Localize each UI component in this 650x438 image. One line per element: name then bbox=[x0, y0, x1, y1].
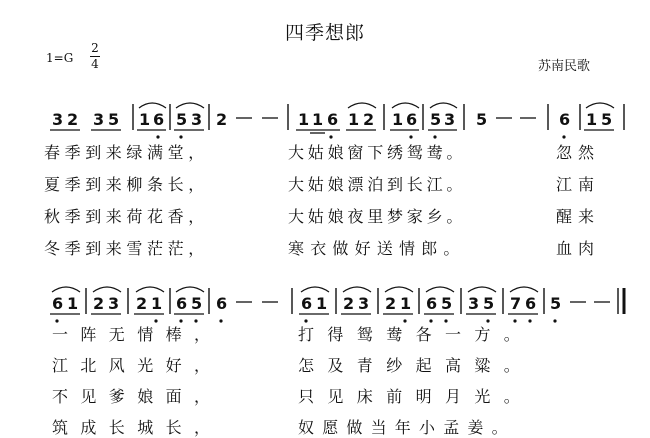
song-title: 四季想郎 bbox=[284, 22, 365, 44]
lyric-s2-v2-b: 怎及青纱起高粱。 bbox=[298, 356, 534, 375]
note: 5 bbox=[430, 110, 442, 129]
lyric-s1-v2-a: 夏季到来柳条长， bbox=[44, 175, 209, 194]
lyric-s1-v2-c: 江南 bbox=[556, 175, 601, 194]
note: 1 bbox=[312, 110, 324, 129]
system-2-slurs bbox=[52, 287, 538, 292]
system-1-notes bbox=[52, 110, 612, 129]
note: 2 bbox=[216, 110, 228, 129]
note: 6 bbox=[559, 110, 571, 129]
note: 5 bbox=[108, 110, 120, 129]
note: 5 bbox=[441, 294, 453, 313]
note: 1 bbox=[586, 110, 598, 129]
key-signature: 1=G bbox=[46, 51, 74, 65]
note: 2 bbox=[385, 294, 397, 313]
system-1-slurs bbox=[139, 103, 614, 108]
note: 1 bbox=[392, 110, 404, 129]
system-1-barlines bbox=[133, 104, 624, 130]
note: 5 bbox=[191, 294, 203, 313]
note: 2 bbox=[363, 110, 375, 129]
note: 2 bbox=[136, 294, 148, 313]
lyric-s2-v1-b: 打得鸳鸯各一方。 bbox=[298, 325, 534, 344]
note: 6 bbox=[301, 294, 313, 313]
meter-bottom: 4 bbox=[91, 57, 99, 71]
meter-top: 2 bbox=[91, 41, 99, 55]
note: 5 bbox=[550, 294, 562, 313]
note: 6 bbox=[426, 294, 438, 313]
note: 7 bbox=[510, 294, 522, 313]
lyric-s2-v2-a: 江北风光好， bbox=[52, 356, 223, 375]
note: 6 bbox=[327, 110, 339, 129]
note: 5 bbox=[176, 110, 188, 129]
lyric-s1-v3-b: 大姑娘夜里梦家乡。 bbox=[288, 207, 467, 226]
note: 3 bbox=[444, 110, 456, 129]
note: 1 bbox=[151, 294, 163, 313]
note: 6 bbox=[153, 110, 165, 129]
note: 3 bbox=[52, 110, 64, 129]
note: 1 bbox=[316, 294, 328, 313]
note: 1 bbox=[67, 294, 79, 313]
lyric-s1-v4-a: 冬季到来雪茫茫， bbox=[44, 239, 209, 258]
note: 3 bbox=[468, 294, 480, 313]
lyric-s2-v4-a: 筑成长城长， bbox=[52, 418, 223, 437]
note: 2 bbox=[93, 294, 105, 313]
system-2-barlines bbox=[86, 288, 624, 314]
lyric-s1-v2-b: 大姑娘漂泊到长江。 bbox=[288, 175, 467, 194]
note: 6 bbox=[52, 294, 64, 313]
system-1-octave-dots bbox=[156, 135, 565, 138]
note: 1 bbox=[400, 294, 412, 313]
note: 5 bbox=[601, 110, 613, 129]
note: 6 bbox=[176, 294, 188, 313]
lyric-s1-v1-a: 春季到来绿满堂， bbox=[44, 143, 209, 162]
note: 3 bbox=[108, 294, 120, 313]
note: 6 bbox=[216, 294, 228, 313]
lyric-s1-v1-b: 大姑娘窗下绣鸳鸯。 bbox=[288, 143, 467, 162]
system-1-beams bbox=[50, 130, 614, 133]
lyric-s1-v3-a: 秋季到来荷花香， bbox=[44, 207, 209, 226]
note: 1 bbox=[298, 110, 310, 129]
lyric-s2-v4-b: 奴愿做当年小孟姜。 bbox=[298, 418, 516, 437]
lyric-s1-v1-c: 忽然 bbox=[556, 143, 601, 162]
note: 5 bbox=[483, 294, 495, 313]
note: 2 bbox=[343, 294, 355, 313]
lyric-s2-v1-a: 一阵无情棒， bbox=[52, 325, 223, 344]
lyric-s2-v3-a: 不见爹娘面， bbox=[52, 387, 223, 406]
lyric-s1-v4-b: 寒衣做好送情郎。 bbox=[288, 239, 466, 258]
lyric-s1-v4-c: 血肉 bbox=[556, 239, 601, 258]
lyric-s1-v3-c: 醒来 bbox=[556, 207, 601, 226]
note: 5 bbox=[476, 110, 488, 129]
note: 6 bbox=[406, 110, 418, 129]
note: 1 bbox=[139, 110, 151, 129]
note: 1 bbox=[348, 110, 360, 129]
note: 3 bbox=[191, 110, 203, 129]
note: 3 bbox=[358, 294, 370, 313]
lyric-s2-v3-b: 只见床前明月光。 bbox=[298, 387, 534, 406]
song-source: 苏南民歌 bbox=[538, 59, 591, 74]
note: 6 bbox=[525, 294, 537, 313]
note: 2 bbox=[67, 110, 79, 129]
note: 3 bbox=[93, 110, 105, 129]
